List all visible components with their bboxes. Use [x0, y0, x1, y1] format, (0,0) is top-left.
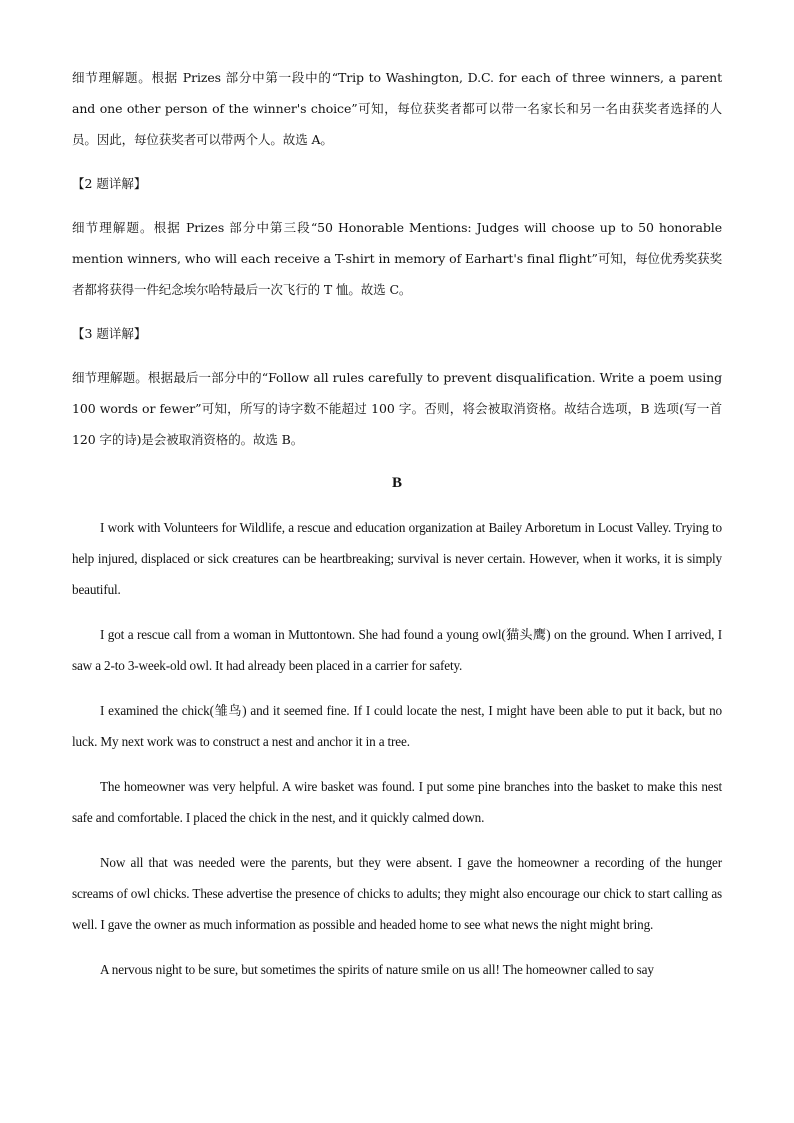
document-page: [72, 62, 722, 999]
q1-explanation: 细节理解题。根据 Prizes 部分中第一段中的“Trip to Washington, D.C. for each of three winners, a parent and one other person of the winner's choice”可知，每位获奖者都可以带一名家长和另一名由获奖者选择的人员。因此，每位获奖者可以带两个人。故选 A。: [72, 70, 722, 147]
q2-label: 【2 题详解】: [72, 176, 147, 191]
q3-label: 【3 题详解】: [72, 326, 147, 341]
q2-explanation: 细节理解题。根据 Prizes 部分中第三段“50 Honorable Mentions: Judges will choose up to 50 honorable mention winners, who will each receive a T-shirt in memory of Earhart's final flight”可知，每位优秀奖获奖者都将获得一件纪念埃尔哈特最后一次飞行的 T 恤。故选 C。: [72, 220, 722, 297]
passage-paragraph: I work with Volunteers for Wildlife, a rescue and education organization at Bailey Arboretum in Locust Valley. Trying to help injured, displaced or sick creatures can be heartbreaking; survival is never certain. However, when it works, it is simply beautiful.: [72, 520, 722, 597]
passage-paragraph: Now all that was needed were the parents, but they were absent. I gave the homeowner a recording of the hunger screams of owl chicks. These advertise the presence of chicks to adults; they might also encourage our chick to start calling as well. I gave the owner as much information as possible and headed home to see what news the night might bring.: [72, 855, 722, 932]
passage-paragraph: I got a rescue call from a woman in Muttontown. She had found a young owl(猫头鹰) on the ground. When I arrived, I saw a 2-to 3-week-old owl. It had already been placed in a carrier for safety.: [72, 627, 722, 673]
q3-explanation: 细节理解题。根据最后一部分中的“Follow all rules carefully to prevent disqualification. Write a poem using 100 words or fewer”可知，所写的诗字数不能超过 100 字。否则，将会被取消资格。故结合选项，B 选项(写一首 120 字的诗)是会被取消资格的。故选 B。: [72, 370, 722, 447]
reading-passage: [72, 512, 722, 985]
passage-paragraph: The homeowner was very helpful. A wire basket was found. I put some pine branches into the basket to make this nest safe and comfortable. I placed the chick in the nest, and it quickly calmed down.: [72, 779, 722, 825]
passage-paragraph: A nervous night to be sure, but sometimes the spirits of nature smile on us all! The homeowner called to say: [100, 962, 654, 977]
passage-paragraph: I examined the chick(雏鸟) and it seemed fine. If I could locate the nest, I might have been able to put it back, but no luck. My next work was to construct a nest and anchor it in a tree.: [72, 703, 722, 749]
section-heading: B: [391, 475, 402, 491]
